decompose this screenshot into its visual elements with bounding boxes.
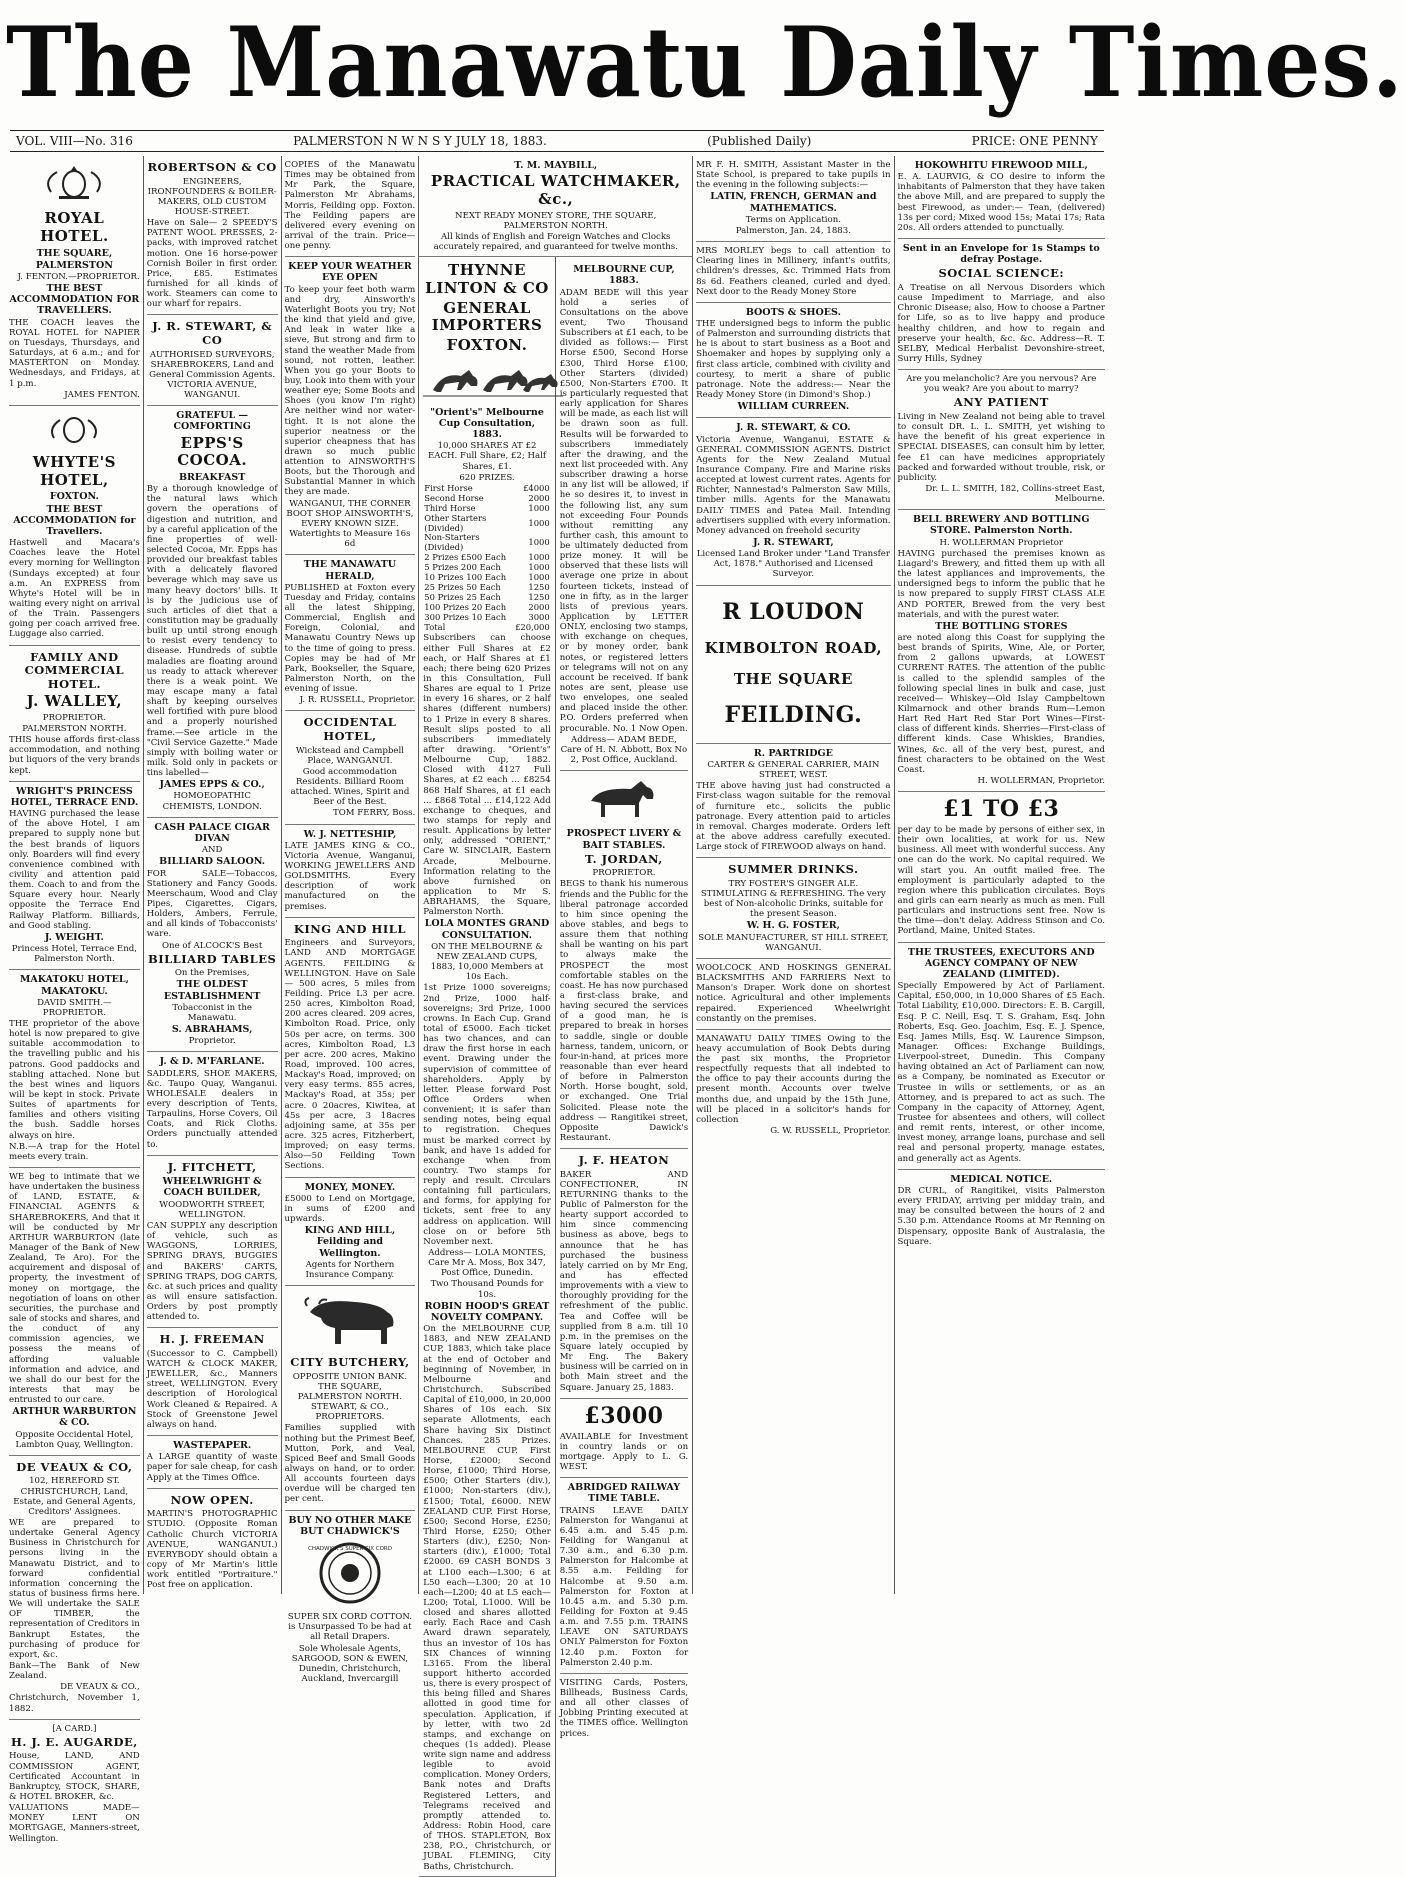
chadwick-agents: Sole Wholesale Agents, SARGOOD, SON & EWEN, Dunedin, Christchurch, Auckland, Invercargill [291,1643,409,1684]
prize-row [423,533,550,553]
patient-body: Living in New Zealand not being able to travel to consult DR. L. L. SMITH, yet wishing to have the benefit of his great experience in SPECIAL DISEASES, can consult him by letter, fee £1 can have medicines appropriately packed and forwarded without trouble, risk, or publicity. [897,411,1106,483]
ad-royal-hotel [9,156,140,406]
morley-body: MRS MORLEY begs to call attention to Clearing lines in Millinery, infant's outfits, children's dresses, &c. Trimmed Hats from 8s 6d. Feathers cleaned, curled and dyed. Next door to the Ready Money Store [696,246,891,297]
epps-head: GRATEFUL — COMFORTING [173,410,251,433]
cash-title: CASH PALACE CIGAR DIVAN [154,821,270,844]
cash-tables: BILLIARD TABLES [147,951,277,966]
jordan-body: BEGS to thank his numerous friends and the Public for the liberal patronage accorded to him since opening the above stables, and begs to assure them that nothing shall be wanting on his part to always make the PROSPECT the most comfortable stables on the coast. He has now purchased a first-class brake, and having secured the services of a good man, he is prepared to break in horses to saddle, single or double harness, tandem, unicorn, or four-in-hand, at prices more reasonable than ever heard of before in Palmerston North. Horse bought, sold, or exchanged. One Trial Solicited. Please note the address — Rangitikei street, Opposite Dawick's Restaurant. [559,879,689,1143]
chadwick-badge-text: CHADWICK'S SUPER SIX CORD [307,1545,392,1552]
prize-label: Total [424,621,446,632]
stewart-title: J. R. STEWART, & CO [152,319,273,347]
ad-melbourne-cup [560,260,688,771]
prize-value: 1250 [528,581,550,592]
orient-shares: 10,000 SHARES AT £2 EACH. Full Share, £2; Half Shares, £1. [427,441,547,472]
cash-and: AND [201,845,223,856]
robertson-body: Have on Sale— 2 SPEEDY'S PATENT WOOL PRESSES, 2-packs, with improved ratchet motion. One 16 horse-power Cornish Boiler in first order. Price, £85. Estimates furnished for all kinds of work. Steamers can come to our wharf for repairs. [146,218,278,310]
ad-deveaux [9,1456,140,1720]
ad-jr-stewart [696,418,890,585]
chadwick-sub: SUPER SIX CORD COTTON. is Unsurpassed To be had at all Retail Drapers. [287,1612,413,1643]
money-sign: KING AND HILL, Feilding and Wellington. [304,1225,396,1259]
prize-label: 25 Prizes 50 Each [424,581,501,592]
medical-title: MEDICAL NOTICE. [950,1173,1053,1185]
times-body: MANAWATU DAILY TIMES Owing to the heavy accumulation of Book Debts during the past six months, the Proprietor respectfully requests that all indebted to the office to pay their accounts during the present month. Accounts over twelve months due, and unpaid by the 15th June, will be placed in a solicitor's hands for collection [696,1033,891,1125]
freeman-body: (Successor to C. Campbell) WATCH & CLOCK MAKER, JEWELLER, &c., Manners street, WELLINGTON. Every description of Horological Work Cleaned & Repaired. A Stock of Greenstone Jewel always on hand. [146,1348,278,1430]
herald-sign: J. R. RUSSELL, Proprietor. [299,695,416,706]
partridge-body: THE above having just had constructed a First-class wagon suitable for the removal of furniture etc., solicits the public patronage. Every attention paid to articles in removal. Charges moderate. Orders left at the above address carefully executed. Large stock of FIREWOOD always on hand. [696,781,891,853]
watch-sub: NEXT READY MONEY STORE, THE SQUARE, PALMERSTON NORTH. [455,210,657,231]
medical-body: DR CURL, of Rangitikei, visits Palmerston every FRIDAY, arriving per midday train, and may be consulted between the hours of 2 and 5.30 p.m. Attendance Rooms at Mr Renning on Dispensary, opposite Bank of Australasia, the Square. [897,1185,1106,1247]
trustees-title: THE TRUSTEES, EXECUTORS AND AGENCY COMPANY OF NEW ZEALAND (LIMITED). [907,946,1095,980]
ad-epps-cocoa [147,406,278,818]
orient-title: "Orient's" Melbourne Cup Consultation, 1883. [430,406,544,441]
ad-stewart [147,315,278,406]
ad-heaton [560,1149,688,1399]
waste-body: A LARGE quantity of waste paper for sale cheap, for cash Apply at the Times Office. [146,1452,278,1483]
mfarlane-title: J. & D. M'FARLANE. [159,1056,265,1068]
epps-title: EPPS'S COCOA. [177,433,248,470]
ad-trustees [898,943,1105,1170]
money-title: MONEY, MONEY. [304,1181,396,1193]
money-body: £5000 to Lend on Mortgage, in sums of £200 and upwards. [284,1193,416,1224]
family-title: FAMILY AND COMMERCIAL HOTEL. [24,649,125,691]
deveaux-title: DE VEAUX & CO, [16,1459,133,1474]
lola-two: Two Thousand Pounds for 10s. [430,1279,544,1300]
ad-visiting [560,1674,688,1744]
ad-warburton [9,1168,140,1456]
prize-label: 2 Prizes £500 Each [424,552,507,563]
avail-amount: £3000 [584,1402,664,1429]
nowopen-body: MARTIN'S PHOTOGRAPHIC STUDIO. (Opposite Roman Catholic Church VICTORIA AVENUE, WANGANUI.) EVERYBODY should obtain a copy of Mr Martin's little work entitled "Portraiture." Post free on application. [146,1509,278,1591]
woolcock-body: WOOLCOCK AND HOSKINGS GENERAL BLACKSMITHS AND FARRIERS Next to Manson's Draper. Work done on shortest notice. Agricultural and other implements repaired. Experienced Wheelwright constantly on the premises. [696,962,891,1024]
butchery-title: CITY BUTCHERY, [290,1355,410,1370]
ad-fitchett [147,1156,278,1329]
augarde-val: VALUATIONS MADE—MONEY LENT ON MORTGAGE, Manners-street, Wellington. [9,1803,140,1844]
herald-title: THE MANAWATU HERALD, [303,559,397,582]
published-daily: (Published Daily) [707,134,812,148]
prize-value: 1000 [528,502,550,513]
prize-label: 10 Prizes 100 Each [424,572,507,583]
deveaux-sub: 102, HEREFORD ST. CHRISTCHURCH, Land, Estate, and General Agents, Creditors' Assignees. [13,1476,136,1517]
prize-label: 5 Prizes 200 Each [424,562,501,573]
prize-label: 50 Prizes 25 Each [424,591,501,602]
prize-value: 3000 [528,611,550,622]
drinks-sign: W. H. G. FOSTER, [746,920,840,932]
mcup-body: ADAM BEDE will this year hold a series of Consultations on the above event, Two Thousand Subscribers at £1 each, to be divided as follows:— First Horse £500, Second Horse £300, Third Horse £100, Other Starters (divided) £500, Non-Starters £700. It is particularly requested that early application for Shares will be made, as each list will be drawn soon as full. Results will be forwarded to subscribers immediately after the drawing, and the next list proceeded with. Any subscriber drawing a horse in any list will be allowed, if he so desires it, to invest in the following list, any sum not exceeding Four Pounds without remitting any further cash, this amount to be ultimately deducted from prize money. It will be observed that these lists will average one prize in about fourteen tickets, instead of one in fifty, as in the larger lists of previous years. Application by LETTER ONLY, enclosing two stamps, with exchange on cheques, or by money order, bank notes, or registered letters or telegrams will not on any account be received. If bank notes are sent, please use two envelopes, one sealed and placed inside the other. P.O. Orders preferred when procurable. No. 1 Now Open. [559,287,689,734]
stewart-body: AUTHORISED SURVEYORS, SHAREBROKERS, Land and General Commission Agents. VICTORIA AVENUE, WANGANUI. [149,349,276,401]
drinks-sub: SOLE MANUFACTURER, ST HILL STREET, WANGANUI. [698,932,889,953]
visiting-body: VISITING Cards, Posters, Billheads, Business Cards, and all other classes of Jobbing Printing executed at the TIMES office. Wellington prices. [559,1677,689,1739]
bottling-sign: H. WOLLERMAN, Proprietor. [977,775,1106,786]
ad-medical-notice [898,1170,1105,1252]
orient-prizes-head: 620 PRIZES. [459,472,515,483]
ad-boots-shoes [696,303,890,419]
herald-body: PUBLISHED at Foxton every Tuesday and Friday, contains all the latest Shipping, Commercial, English and Foreign, Colonial, and Manawatu Country News up to the time of going to press. Copies may be had of Mr Park, Bookseller, the Square, Palmerston North, on the evening of issue. [284,582,416,695]
cash-body: FOR SALE—Tobaccos, Stationery and Fancy Goods. Meerschaum, Wood and Clay Pipes, Cigarettes, Cigars, Holders, Ambers, Ferrule, and all kinds of Tobacconists' ware. [146,868,278,940]
makatoku-nb: N.B.—A trap for the Hotel meets every train. [9,1141,140,1162]
orient-body: Subscribers can choose either Full Shares at £2 each, or Half Shares at £1 each; there being 620 Prizes in this Consultation, Full Shares are equal to 1 Prize in every 16 shares, or 2 half shares (different numbers) to 1 Prize in every 8 shares. Result slips posted to all subscribers immediately after drawing. "Orient's" Melbourne Cup, 1882. Closed with 4127 Full Shares, at £2 each ... £8254 868 Half Shares, at £1 each ... £868 Total ... £14,122 Add exchange to cheques, and two stamps for reply and result. Applications by letter only, addressed "ORIENT," Care W. SINCLAIR, Eastern Arcade, Melbourne. Information relating to the above furnished on application to Mr S. ABRAHAMS, the Square, Palmerston North. [423,633,551,918]
patient-questions: Are you melancholic? Are you nervous? Are you weak? Are you about to marry? [906,374,1097,395]
royal-best: THE BEST ACCOMMODATION FOR TRAVELLERS. [9,283,140,317]
ad-watchmaker [419,156,692,257]
column-6 [693,156,894,1594]
drinks-body: TRY FOSTER'S GINGER ALE. STIMULATING & REFRESHING. The very best of Non-alcoholic Drinks, suitable for the present Season. [700,878,886,920]
prize-value: 2000 [528,601,550,612]
dateline [10,130,1104,152]
ad-jordan-stables [560,771,688,1149]
ad-robertson [147,156,278,315]
envelope-title: Sent in an Envelope for 1s Stamps to defray Postage. [902,243,1100,266]
epps-break: BREAKFAST [179,472,246,483]
prize-label: 300 Prizes 10 Each [424,611,507,622]
science-body: A Treatise on all Nervous Disorders which cause Impediment to Marriage, and also Chronic Disease; also, How to choose a Partner for Life, so as to live happy and produce healthy children, and how to regain and preserve your health, &c. &c. Address—R. T. SELBY, Medical Herbalist Devonshire-street, Surry Hills, Sydney [897,283,1106,364]
deveaux-date: Christchurch, November 1, 1882. [9,1693,140,1714]
thynne-place: FOXTON. [446,335,528,354]
ad-mfarlane [147,1052,278,1155]
prize-label: Third Horse [424,502,476,513]
prize-value: 1000 [528,537,550,548]
drinks-title: SUMMER DRINKS. [728,862,859,877]
deveaux-bank: Bank—The Bank of New Zealand. [9,1661,140,1682]
waste-title: WASTEPAPER. [173,1440,252,1452]
ad-loudon [696,586,890,744]
royal-title: ROYAL HOTEL. [40,209,109,245]
prize-value: 1000 [528,517,550,528]
prize-label: 100 Prizes 20 Each [424,601,507,612]
lola-title: LOLA MONTES GRAND CONSULTATION. [424,918,550,941]
ad-pound-per-day [898,792,1105,943]
column-3 [282,156,420,1684]
occidental-sign: TOM FERRY, Boss. [333,808,416,819]
firewood-body: E. A. LAURVIG, & CO desire to inform the inhabitants of Palmerston that they have taken the above Mill, and are prepared to supply the best Firewood, as under:— Tean, (delivered) 13s per cord; Mixed wood 15s; Matai 17s; Rata 20s. All orders attended to punctually. [897,172,1106,233]
kinghill-title: KING AND HILL [293,921,406,936]
column-7 [895,156,1108,1594]
wright-addr: Princess Hotel, Terrace End, Palmerston North. [11,944,137,965]
prize-label: Second Horse [424,492,484,503]
robertson-sub: ENGINEERS, IRONFOUNDERS & BOILER-MAKERS, OLD CUSTOM HOUSE-STREET. [147,176,277,217]
epps-chem: HOMOEOPATHIC CHEMISTS, LONDON. [162,791,262,812]
family-prop: PROPRIETOR. [42,712,106,723]
column-2 [144,156,282,1594]
prize-value: 1000 [528,562,550,573]
jrs-sign: J. R. STEWART, [753,536,834,548]
avail-body: AVAILABLE for Investment in country lands or on mortgage. Apply to L. G. WEST. [559,1431,689,1473]
prize-label: Non-Starters (Divided) [424,532,480,553]
family-place: PALMERSTON NORTH. [22,724,127,735]
freeman-title: H. J. FREEMAN [159,1332,265,1347]
mcup-addr: Address— ADAM BEDE, Care of H. N. Abbott, Box No 2, Post Office, Auckland. [560,734,688,766]
cash-oldest: THE OLDEST ESTABLISHMENT [163,979,261,1002]
warburton-body: WE beg to intimate that we have undertaken the business of LAND, ESTATE, & FINANCIAL AGENTS & SHAREBROKERS, And that it will be conducted by Mr ARTHUR WARBURTON (late Manager of the Bank of New Zealand, Te Aro). For the acquirement and disposal of property, the investment of money on mortgage, the negotiation of loans on other securities, the purchase and sale of stocks and shares, and the conduct of any commission agencies, we possess the means of affording valuable information and advice, and we shall do our best for the interests that may be entrusted to our care. [9,1171,140,1406]
card-label: [A CARD.] [52,1723,97,1734]
fitchett-addr: WOODWORTH STREET, WELLINGTON. [159,1199,266,1220]
ad-wright-hotel [9,782,140,971]
times-sign: G. W. RUSSELL, Proprietor. [770,1126,891,1137]
ad-makatoku-hotel [9,970,140,1168]
thynne-sub: GENERAL IMPORTERS [431,298,543,335]
brewery-body: HAVING purchased the premises known as Liagard's Brewery, and fitted them up with all the latest appliances and improvements, the undersigned begs to inform the public that he is now prepared to supply FIRST CLASS ALE AND PORTER, Brewed from the very best materials, and with the purest water. [897,548,1106,620]
firewood-title: HOKOWHITU FIREWOOD MILL, [914,160,1088,171]
fitchett-body: CAN SUPPLY any description of vehicle, such as WAGGONS, LORRIES, SPRING DRAYS, BUGGIES and BAKERS' CARTS, SPRING TRAPS, DOG CARTS, &c. at such prices and quality as will ensure satisfaction. Orders by post promptly attended to. [146,1220,278,1323]
wright-sign: J. WEIGHT. [44,931,104,943]
makatoku-body: THE proprietor of the above hotel is now prepared to give suitable accommodation to the travelling public and his patrons. Good paddocks and stabling attached. None but the best wines and liquors will be kept in stock. Private Suites of apartments for families and others visiting the bush. Saddle horses always on hire. [9,1019,140,1141]
makatoku-title: MAKATOKU HOTEL, MAKATOKU. [19,974,129,997]
ad-any-patient [898,370,1105,510]
prize-value: 2000 [528,492,550,503]
ad-times-notice [696,1030,890,1141]
bottling-body: are noted along this Coast for supplying the best brands of Spirits, Wine, Ale, or Porter, from 2 gallons upwards, at LOWEST CURRENT RATES. The attention of the public is called to the splendid samples of the following special lines in bulk and case, just received— Whiskey—Old Islay Campbeltown Kilmarnock and other brands Rum—Lemon Hart Red Hart Red Star Port Wines—First-class of different kinds. Sherries—First-class of different kinds. Case Whiskies, Brandies, Wines, &c. all of the very best, purest, and finest characters to be obtained on the West Coast. [897,632,1106,775]
cash-sign: S. ABRAHAMS, [171,1024,253,1036]
nettleship-body: LATE JAMES KING & CO., Victoria Avenue, Wanganui, WORKING JEWELLERS AND GOLDSMITHS. Every description of work manufactured on the premises. [284,840,416,912]
prize-value: £4000 [523,482,550,493]
ad-now-open [147,1489,278,1596]
ad-woolcock [696,959,890,1030]
watch-title: PRACTICAL WATCHMAKER, &c., [430,172,681,208]
prize-label: Other Starters (Divided) [424,512,487,533]
copies-body: COPIES of the Manawatu Times may be obtained from Mr Park, the Square, Palmerston Mr Abrahams, Morris, Feilding opp. Foxton. The Feilding papers are delivered every evening on arrival of the train. Price—one penny. [284,160,416,252]
prize-label: First Horse [424,482,473,493]
lola-sub: ON THE MELBOURNE & NEW ZEALAND CUPS, 1883, 10,000 Members at 10s Each. [430,941,544,983]
orient-prize-table [423,484,550,633]
patient-sign: Dr. L. L. SMITH, 182, Collins-street East, Melbourne. [925,483,1106,505]
ad-herald [285,555,416,711]
royal-prop: J. FENTON.—PROPRIETOR. [17,271,140,282]
mfarlane-body: SADDLERS, SHOE MAKERS, &c. Taupo Quay, Wanganui. WHOLESALE dealers in every description of Tents, Tarpaulins, Horse Covers, Oil Coats, and Rick Cloths. Orders punctually attended to. [146,1068,278,1150]
chadwick-title: BUY NO OTHER MAKE BUT CHADWICK'S [288,1514,412,1537]
trustees-body: Specially Empowered by Act of Parliament. Capital, £50,000, in 10,000 Shares of £5 Each. Total Liability, £10,000. Directors: E. B. Cargill, Esq. P. C. Neill, Esq. T. S. Graham, Esq. John Roberts, Esq. Geo. Joachim, Esq. E. J. Spence, Esq. James Mills, Esq. W. Laurence Simpson, Manager. Offices: Exchange Buildings, Liverpool-street, Dunedin. This Company having obtained an Act of Parliament can now, as a Company, be nominated as Executor or Trustee in wills or settlements, or as an Attorney, and is prepared to act as such. The Company in the capacity of Attorney, Agent, Trustee for absentees and others, will collect and remit rents, interest, or other income, invest money, arrange loans, purchase and sell real and personal property, manage estates, and generally act as Agents. [897,981,1106,1164]
fitchett-title: J. FITCHETT, [167,1159,257,1174]
partridge-title: R. PARTRIDGE [753,747,833,759]
cash-tob: Tobacconist in the Manawatu. [172,1002,252,1023]
bull-icon [285,1292,416,1348]
mcup-title: MELBOURNE CUP, 1883. [573,264,675,287]
epps-body: By a thorough knowledge of the natural laws which govern the operations of digestion and nutrition, and by a careful application of the fine properties of well-selected Cocoa, Mr. Epps has provided our breakfast tables with a delicately flavored beverage which may save us many heavy doctors' bills. It is by the judicious use of such articles of diet that a constitution may be gradually built up until strong enough to resist every tendency to disease. Hundreds of subtle maladies are floating around us ready to attack wherever there is a weak point. We may escape many a fatal shaft by keeping ourselves well fortified with pure blood and a properly nourished frame.—See article in the "Civil Service Gazette." Made simply with boiling water or milk. Sold only in packets or tins labelled— [146,484,278,779]
ad-morley [696,242,890,303]
deveaux-body: WE are prepared to undertake General Agency Business in Christchurch for persons living in the Manawatu District, and to forward confidential information concerning the status of business firms here. We will undertake the SALE OF TIMBER, the representation of Creditors in Bankrupt Estates, the purchasing of produce for export, &c. [9,1518,140,1660]
wright-title: WRIGHT'S PRINCESS HOTEL, TERRACE END. [10,785,139,808]
cash-billiard: BILLIARD SALOON. [159,856,266,868]
makatoku-prop: DAVID SMITH.—PROPRIETOR. [37,997,112,1018]
deveaux-sign: DE VEAUX & CO., [60,1682,140,1693]
prize-value: 1250 [528,591,550,602]
jrs-title: J. R. STEWART, & CO. [736,422,851,434]
smith-date: Palmerston, Jan. 24, 1883. [735,225,851,236]
horse-race-icon [423,360,550,400]
kinghill-body: Engineers and Surveyors, LAND AND MORTGAGE AGENTS. FEILDING & WELLINGTON. Have on Sale— 500 acres, 5 miles from Feilding. Price L3 per acre. 250 acres, Kimbolton Road, 200 acres cleared. 209 acres, Kimbolton Road. Price, only 50s per acre, on terms. 300 acres, Kimbolton Road, L3 per acre. 200 acres, Makino Road, improved. 100 acres, Mackay's Road, improved; on very easy terms. 855 acres, Mackay's Road, at 35s; per acre. 0 20acres, Kiwitea, at 45s per acre, 3 18acres adjoining same, at 35s per acre. 325 acres, Fitzherbert, improved; on easy terms. Also—50 Feilding Town Sections. [284,938,416,1172]
volume-number: VOL. VIII—No. 316 [16,134,133,148]
nowopen-title: NOW OPEN. [170,1492,254,1507]
science-title: SOCIAL SCIENCE: [938,266,1065,281]
ad-family-hotel [9,646,140,782]
loudon-road: KIMBOLTON ROAD, [704,638,883,657]
ad-wastepaper [147,1436,278,1489]
warburton-sign: ARTHUR WARBURTON & CO. [12,1406,137,1429]
robertson-title: ROBERTSON & CO [147,160,277,174]
thynne-title: THYNNE LINTON & CO [425,261,549,297]
epps-sign: JAMES EPPS & CO., [159,779,265,791]
ad-occidental [285,711,416,824]
boots-wanganui: WANGANUI, THE CORNER BOOT SHOP AINSWORTH'S, EVERY KNOWN SIZE. Watertights to Measure 16s 6d [286,498,414,550]
ad-ainsworth-boots [285,257,416,555]
heaton-title: J. F. HEATON [578,1153,670,1168]
ad-money [285,1178,416,1287]
heaton-body: BAKER AND CONFECTIONER, IN RETURNING thanks to the Public of Palmerston for the hearty support accorded to him since commencing business as above, begs to announce that he has purchased the business lately carried on by Mr Eng, and has effected improvements with a view to thoroughly providing for the refreshment of the public. Tea and Coffee will be supplied from 8 a.m. till 10 p.m. in the premises on the Square lately occupied by Mr Eng. The Bakery business will be carried on in both Main street and the Square. January 25, 1883. [559,1169,689,1393]
money-agents: Agents for Northern Insurance Company. [305,1259,395,1280]
horse-icon [560,777,688,821]
family-body: THIS house affords first-class accommodation, and nothing but liquors of the very brands kept. [9,735,140,776]
wright-body: HAVING purchased the lease of the above Hotel, I am prepared to supply none but the best brands of liquors only. Boarders will find every convenience combined with civility and attention paid them. Coach to and from the Square every hour. Nearly opposite the Terrace End Railway Platform. Billiards, and Good stabling. [9,809,140,931]
prize-row [423,623,550,633]
robin-body: On the MELBOURNE CUP, 1883, and NEW ZEALAND CUP, 1883, which take place at the end of October and beginning of November, in Melbourne and Christchurch. Subscribed Capital of £10,000, in 20,000 Shares of 10s each. Six separate Allotments, each Share having Six Distinct Chances. 285 Prizes. MELBOURNE CUP. First Horse, £2000; Second Horse, £1000; Third Horse, £500; Other Starters (div.), £1000; Non-starters (div.), £1500; Total, £6000. NEW ZEALAND CUP. First Horse, £500; Second Horse, £250; Third Horse, £250; Other Starters (div.), £250; Non-starters (div.), £1000; Total £2000. 69 CASH BONDS 3 at L100 each—L300; 6 at L50 each—L300; 20 at 10 each—L200; 40 at L5 each—L200; Total, L1000. Will be closed and shares allotted early. Each Race and Cash Award drawn separately, thus an investor of 10s has SIX Chances of winning L3165. From the liberal support hitherto accorded us, there is every prospect of this being filled and Shares allotted in good time for speculation. Application, if by letter, with two 2d stamps, and exchange on cheques (1s added). Please write sign name and address legible to avoid complication. Money Orders, Bank notes and Drafts Registered Letters, and Telegrams received and promptly attended to. Address: Robin Hood, care of THOS. STAPLETON, Box 238, P.O., Christchurch, or JUBAL FLEMING, City Baths, Christchurch. [423,1324,551,1872]
cash-prop: Proprietor. [188,1036,236,1047]
arms-icon [9,412,140,446]
jordan-name: T. JORDAN, [585,851,663,866]
ad-firewood [898,156,1105,239]
royal-arms-icon [9,162,140,202]
boots-shoes-sign: WILLIAM CURREEN. [737,401,850,413]
prize-value: 1000 [528,552,550,563]
cash-alcock: One of ALCOCK'S Best [162,940,263,951]
smith-terms: Terms on Application. [745,214,841,225]
prize-value: 1000 [528,572,550,583]
ad-cash-palace [147,818,278,1053]
masthead: The Manawatu Daily Times. [6,6,1404,119]
ad-copies [285,156,416,257]
ad-bell-brewery [898,510,1105,792]
boots-shoes-body: THE undersigned begs to inform the public of Palmerston and surrounding districts that he is about to start business as a Boot and Shoemaker and hopes by supplying only a first class article, combined with civility and courtesy, to merit a share of public patronage. Note the address:— Near the Ready Money Store (in Dimond's Shop.) [696,319,891,400]
brewery-prop: H. WOLLERMAN Proprietor [939,537,1064,548]
occidental-title: OCCIDENTAL HOTEL, [303,715,397,743]
prize-value: £20,000 [515,621,550,632]
price: PRICE: ONE PENNY [971,134,1098,148]
augarde-title: H. J. E. AUGARDE, [11,1734,138,1749]
partridge-sub: CARTER & GENERAL CARRIER, MAIN STREET, WEST. [707,760,880,781]
ad-smith-tutor [696,156,890,242]
augarde-body: House, LAND, AND COMMISSION AGENT, Certificated Accountant in Bankruptcy, STOCK, SHARE, & HOTEL BROKER, &c. [9,1751,140,1802]
columns [6,156,1108,1872]
occidental-body: Good accommodation Residents. Billiard Room attached. Wines, Spirit and Beer of the Best. [290,766,410,808]
pound-title: £1 TO £3 [943,796,1060,823]
column-4 [419,156,693,1872]
ad-available [560,1399,688,1479]
whyte-title: WHYTE'S HOTEL, [32,452,116,489]
boots-title: KEEP YOUR WEATHER EYE OPEN [288,261,412,284]
prize-row [423,514,550,534]
loudon-square: THE SQUARE [733,670,853,689]
ad-social-science [898,239,1105,370]
jrs-sub: Licensed Land Broker under "Land Transfer Act, 1878." Authorised and Licensed Surveyor. [696,549,890,580]
whyte-sub: FOXTON. [49,491,99,503]
warburton-addr: Opposite Occidental Hotel, Lambton Quay, Wellington. [15,1429,134,1450]
nettleship-title: W. J. NETTESHIP, [303,828,397,840]
boots-shoes-title: BOOTS & SHOES. [745,306,841,318]
loudon-place: FEILDING. [724,701,863,728]
watch-body: All kinds of English and Foreign Watches and Clocks accurately repaired, and guaranteed for twelve months. [433,231,678,252]
ad-partridge [696,744,890,858]
brewery-title: BELL BREWERY AND BOTTLING STORE. Palmerston North. [913,514,1090,537]
ad-city-butchery [285,1286,416,1511]
rail-title: ABRIDGED RAILWAY TIME TABLE. [567,1482,681,1505]
lola-addr: Address— LOLA MONTES, Care Mr A. Moss, Box 347, Post Office, Dunedin. [428,1248,546,1279]
royal-sub2: PALMERSTON [35,259,113,271]
lola-body: 1st Prize 1000 sovereigns; 2nd Prize, 1000 half-sovereigns; 3rd Prize, 1000 crowns. In Each Cup. Grand total of £5000. Each ticket has two chances, and can draw the first horse in each event. Drawing under the supervision of committee of shareholders. Apply by letter. Please forward Post Office Orders when convenient; it is safer than sending notes, being equal to registration. Cheques must be marked correct by bank, and have 1s added for exchange when from country. Two stamps for reply and result. Circulars containing full particulars, and forms, for applying for tickets, sent free to any address on application. Will close on or before 5th November next. [423,983,551,1247]
pound-body: per day to be made by persons of either sex, in their own localities, at work for us. New business. All meet with wonderful success. Any one can do the work. No capital required. We will start you. An outfit mailed free. The employment is particularly adapted to the region where this publication circulates. Boys and girls can earn nearly as much as men. Full particulars and instructions sent free. Now is the time—don't delay. Address Stinson and Co. Portland, Maine, United States. [897,825,1106,937]
column-1 [6,156,144,1844]
place-date: PALMERSTON N W N S Y JULY 18, 1883. [293,134,547,148]
ad-augarde [9,1720,140,1849]
boots-body: To keep your feet both warm and dry, Ainsworth's Waterlight Boots you try; Not the kind that yield and give, And leak in water like a sieve, But strong and firm to stand the weather Made from sound, not rotten, leather. When you go your Boots to buy, Look into them with your weather eye; Some Boots and Shoes (you know I'm right) Are neither wind nor water-tight. It is not alone the superior neatness or the superior cheapness that has drawn so much public attention to AINSWORTH'S Boots, but the Thorough and Substantial Manner in which they are made. [284,284,416,498]
whyte-body: Hastwell and Macara's Coaches leave the Hotel every morning for Wellington (Sundays excepted) at four a.m. An EXPRESS from Whyte's Hotel will be in waiting every night on arrival of the Train. Passengers going per coach arrived free. Luggage also carried. [9,538,140,640]
ad-whytes-hotel [9,406,140,646]
ad-king-hill [285,918,416,1178]
ad-freeman [147,1328,278,1436]
fitchett-sub: WHEELWRIGHT & COACH BUILDER, [162,1176,262,1199]
cotton-reel-icon [285,1541,416,1605]
jordan-title: PROSPECT LIVERY & BAIT STABLES. [566,828,682,851]
patient-title: ANY PATIENT [953,395,1049,410]
robin-title: ROBIN HOOD'S GREAT NOVELTY COMPANY. [424,1300,550,1323]
royal-coach: THE COACH leaves the ROYAL HOTEL for NAPIER on Tuesdays, Thursdays, and Saturdays, at 6 a.m.; and for MASTERTON on Monday. Wednesdays, and Fridays, at 1 p.m. [9,317,140,389]
rail-body: TRAINS LEAVE DAILY Palmerston for Wanganui at 6.45 a.m. and 5.45 p.m. Feilding for Wanganui at 7.30 a.m., and 6.30 p.m. Palmerston for Halcombe at 8.55 a.m. Feilding for Halcombe at 9.50 a.m. Palmerston for Foxton at 10.45 a.m. and 5.30 p.m. Feilding for Foxton at 9.45 a.m. and 7.55 p.m. TRAINS LEAVE ON SATURDAYS ONLY Palmerston for Foxton 12.40 p.m. Foxton for Palmerston 2.40 p.m. [559,1505,689,1668]
bottling-title: THE BOTTLING STORES [935,620,1068,632]
watch-head: T. M. MAYBILL, [514,160,598,171]
ad-railway [560,1478,688,1674]
loudon-title: R LOUDON [722,598,865,625]
family-name: J. WALLEY, [26,692,123,711]
jrs-body: Victoria Avenue, Wanganui, ESTATE & GENERAL COMMISSION AGENTS. District Agents for the New Zealand Mutual Insurance Company. Fire and Marine risks accepted at lowest current rates. Agents for Richter, Nannestad's Palmerston Saw Mills, timber mills. Agents for the Manawatu DAILY TIMES and Patea Mail. Intending advertisers supplied with every information. Money advanced on freehold security [696,434,891,536]
cash-prem: On the Premises, [174,968,250,979]
whyte-best: THE BEST ACCOMMODATION for Travellers. [13,503,136,537]
royal-sign: JAMES FENTON. [64,389,140,400]
jordan-prop: PROPRIETOR. [592,868,656,879]
ad-summer-drinks [696,858,890,959]
butchery-sub: OPPOSITE UNION BANK. THE SQUARE, PALMERSTON NORTH. STEWART, & CO., PROPRIETORS. [292,1371,408,1423]
ad-chadwick [285,1511,416,1690]
ad-thynne-linton [419,257,555,1877]
occidental-sub: Wickstead and Campbell Place, WANGANUI. [295,745,404,766]
smith-body: MR F. H. SMITH, Assistant Master in the State School, is prepared to take pupils in the evening in the following subjects:— [696,160,891,191]
column-5 [556,257,692,1877]
ad-nettleship [285,825,416,918]
smith-subjects: LATIN, FRENCH, GERMAN and MATHEMATICS. [710,191,877,214]
royal-sub1: THE SQUARE, [36,247,113,259]
butchery-body: Families supplied with nothing but the Primest Beef, Mutton, Pork, and Veal, Spiced Beef and Small Goods always on hand, or to order. All accounts fourteen days overdue will be charged ten per cent. [284,1423,416,1505]
